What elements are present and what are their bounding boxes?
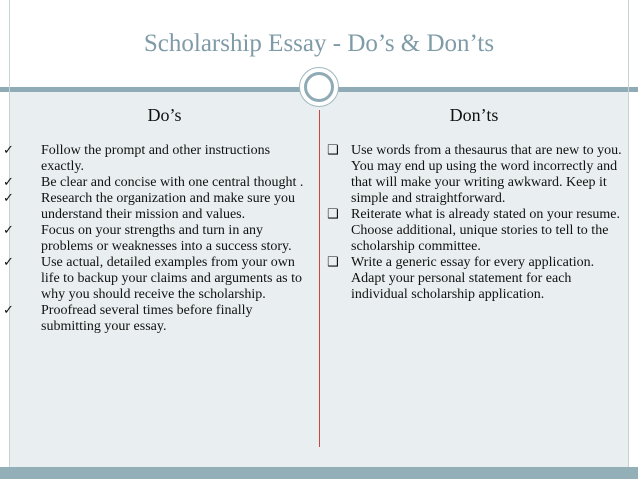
list-item (2, 143, 307, 175)
dos-item-text: Be clear and concise with one central thought . (41, 175, 304, 190)
checkmark-icon: ✓ (3, 191, 14, 206)
dos-item-text: Focus on your strengths and turn in any problems or weaknesses into a success story. (41, 223, 292, 254)
list-item (2, 175, 307, 191)
list-item (327, 207, 623, 255)
square-bullet-icon: ❑ (327, 143, 339, 158)
list-item (327, 143, 623, 207)
list-item (2, 255, 307, 303)
column-divider (319, 110, 320, 447)
dos-item-text: Research the organization and make sure you understand their mission and values. (41, 191, 295, 222)
frame-right-line (628, 0, 629, 479)
dos-item-text: Use actual, detailed examples from your own life to backup your claims and arguments as to why you should receive the scholarship. (41, 255, 303, 302)
checkmark-icon: ✓ (3, 303, 14, 318)
donts-item-text: Use words from a thesaurus that are new to you. You may end up using the word incorrectly and that will make your writing awkward. Keep it simple and straightforward. (351, 143, 622, 206)
checkmark-icon: ✓ (3, 223, 14, 238)
square-bullet-icon: ❑ (327, 255, 339, 270)
dos-item-text: Proofread several times before finally submitting your essay. (41, 303, 253, 334)
circle-ornament-ring (304, 72, 334, 102)
slide-title: Scholarship Essay - Do’s & Don’ts (143, 30, 495, 57)
square-bullet-icon: ❑ (327, 207, 339, 222)
dos-item-text: Follow the prompt and other instructions exactly. (41, 143, 271, 174)
checkmark-icon: ✓ (3, 143, 14, 158)
dos-heading: Do’s (147, 105, 182, 125)
donts-heading: Don’ts (449, 105, 499, 125)
list-item (2, 191, 307, 223)
dos-list (2, 143, 307, 335)
donts-item-text: Write a generic essay for every application. Adapt your personal statement for each individual scholarship application. (351, 255, 595, 302)
list-item (327, 255, 623, 303)
circle-ornament-icon (299, 67, 339, 107)
list-item (2, 223, 307, 255)
footer-band (0, 467, 638, 479)
list-item (2, 303, 307, 335)
checkmark-icon: ✓ (3, 175, 14, 190)
donts-item-text: Reiterate what is already stated on your resume. Choose additional, unique stories to tell to the scholarship committee. (351, 207, 621, 254)
donts-list (327, 143, 623, 303)
checkmark-icon: ✓ (3, 255, 14, 270)
